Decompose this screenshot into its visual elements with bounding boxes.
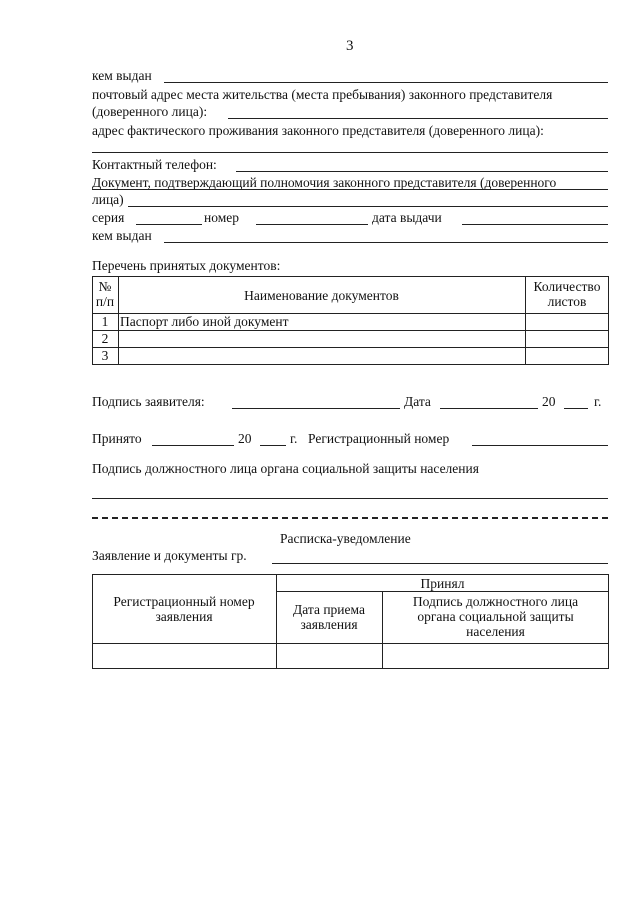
- issued-by-field-2[interactable]: [164, 242, 608, 243]
- col-num-header: № п/п: [95, 279, 115, 309]
- series-label: серия: [92, 210, 125, 225]
- col-reg-number-header: Регистрационный номер заявления: [113, 594, 255, 624]
- date-label: Дата: [404, 394, 431, 409]
- year-suffix-2: г.: [290, 431, 298, 446]
- year-prefix-2: 20: [238, 431, 252, 446]
- col-name-header: Наименование документов: [244, 288, 399, 303]
- issue-date-label: дата выдачи: [372, 210, 442, 225]
- col-accept-date-header: Дата приема заявления: [293, 602, 365, 632]
- applicant-signature-label: Подпись заявителя:: [92, 394, 205, 409]
- table-row-num: 3: [101, 348, 109, 363]
- applicant-signature-field[interactable]: [232, 408, 400, 409]
- accepted-label: Принято: [92, 431, 142, 446]
- year-suffix: г.: [594, 394, 602, 409]
- date-field[interactable]: [440, 408, 538, 409]
- postal-address-label: почтовый адрес места жительства (места пребывания) законного представителя: [92, 87, 553, 102]
- accepted-date-field[interactable]: [152, 445, 234, 446]
- phone-label: Контактный телефон:: [92, 157, 217, 172]
- year-field-2[interactable]: [260, 445, 286, 446]
- authority-doc-field[interactable]: [128, 206, 608, 207]
- actual-address-label: адрес фактического проживания законного представителя (доверенного лица):: [92, 123, 544, 138]
- col-official-signature-header: Подпись должностного лица органа социальной защиты населения: [412, 594, 579, 639]
- receipt-title: Расписка-уведомление: [280, 531, 411, 546]
- docs-list-title: Перечень принятых документов:: [92, 258, 281, 273]
- number-field[interactable]: [256, 224, 368, 225]
- phone-field[interactable]: [236, 171, 608, 172]
- table-row-num: 2: [101, 331, 109, 346]
- authority-doc-label: Документ, подтверждающий полномочия законного представителя (доверенного: [92, 175, 557, 190]
- official-signature-label: Подпись должностного лица органа социальной защиты населения: [92, 461, 479, 476]
- postal-address-label-cont: (доверенного лица):: [92, 104, 208, 119]
- accepted-group-header: Принял: [420, 576, 465, 591]
- year-prefix: 20: [542, 394, 556, 409]
- issued-by-field[interactable]: [164, 82, 608, 83]
- actual-address-field[interactable]: [92, 152, 608, 153]
- official-signature-field[interactable]: [92, 498, 608, 499]
- authority-doc-underline: [92, 189, 608, 190]
- postal-address-field[interactable]: [228, 118, 608, 119]
- receipt-intro-label: Заявление и документы гр.: [92, 548, 247, 563]
- receipt-name-field[interactable]: [272, 563, 608, 564]
- issued-by-label: кем выдан: [92, 68, 152, 83]
- number-label: номер: [204, 210, 240, 225]
- reg-number-label: Регистрационный номер: [308, 431, 450, 446]
- series-field[interactable]: [136, 224, 202, 225]
- table-row-name: Паспорт либо иной документ: [120, 314, 289, 329]
- authority-doc-label-cont: лица): [92, 192, 124, 207]
- issued-by-label-2: кем выдан: [92, 228, 152, 243]
- reg-number-field[interactable]: [472, 445, 608, 446]
- year-field[interactable]: [564, 408, 588, 409]
- cut-line: [92, 517, 608, 519]
- table-row-num: 1: [101, 314, 109, 329]
- page-number: 3: [346, 38, 354, 54]
- col-count-header: Количество листов: [533, 279, 601, 309]
- issue-date-field[interactable]: [462, 224, 608, 225]
